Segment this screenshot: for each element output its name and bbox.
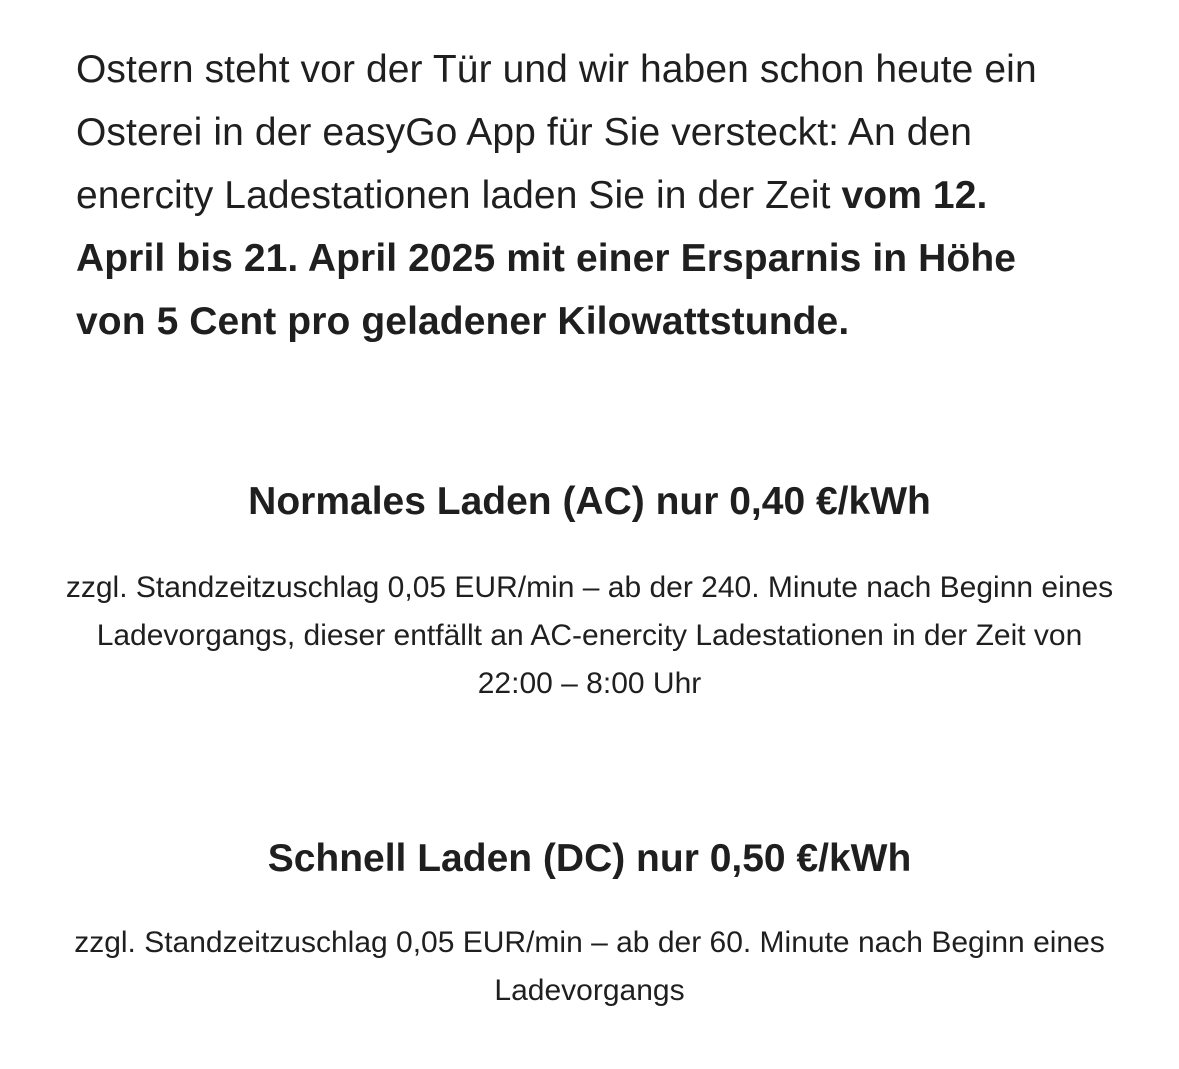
intro-highlight: vom 12. April bis 21. April 2025 mit einer Ersparnis in Höhe von 5 Cent pro geladener Kilowattstunde. <box>76 174 1017 343</box>
offer-ac-section <box>60 478 1119 708</box>
offer-ac-note: zzgl. Standzeitzuschlag 0,05 EUR/min – ab der 240. Minute nach Beginn eines Ladevorgangs, dieser entfällt an AC-enercity Ladestationen in der Zeit von 22:00 – 8:00 Uhr <box>65 571 1114 700</box>
offer-ac-title: Normales Laden (AC) nur 0,40 €/kWh <box>248 480 931 523</box>
offer-dc-section <box>60 835 1119 1015</box>
intro-paragraph <box>76 38 1086 353</box>
offer-dc-title: Schnell Laden (DC) nur 0,50 €/kWh <box>267 837 912 880</box>
offer-dc-note: zzgl. Standzeitzuschlag 0,05 EUR/min – ab der 60. Minute nach Beginn eines Ladevorgangs <box>74 926 1105 1007</box>
intro-text: Ostern steht vor der Tür und wir haben schon heute ein Osterei in der easyGo App für Sie versteckt: An den enercity Ladestationen laden Sie in der Zeit <box>76 48 1037 217</box>
